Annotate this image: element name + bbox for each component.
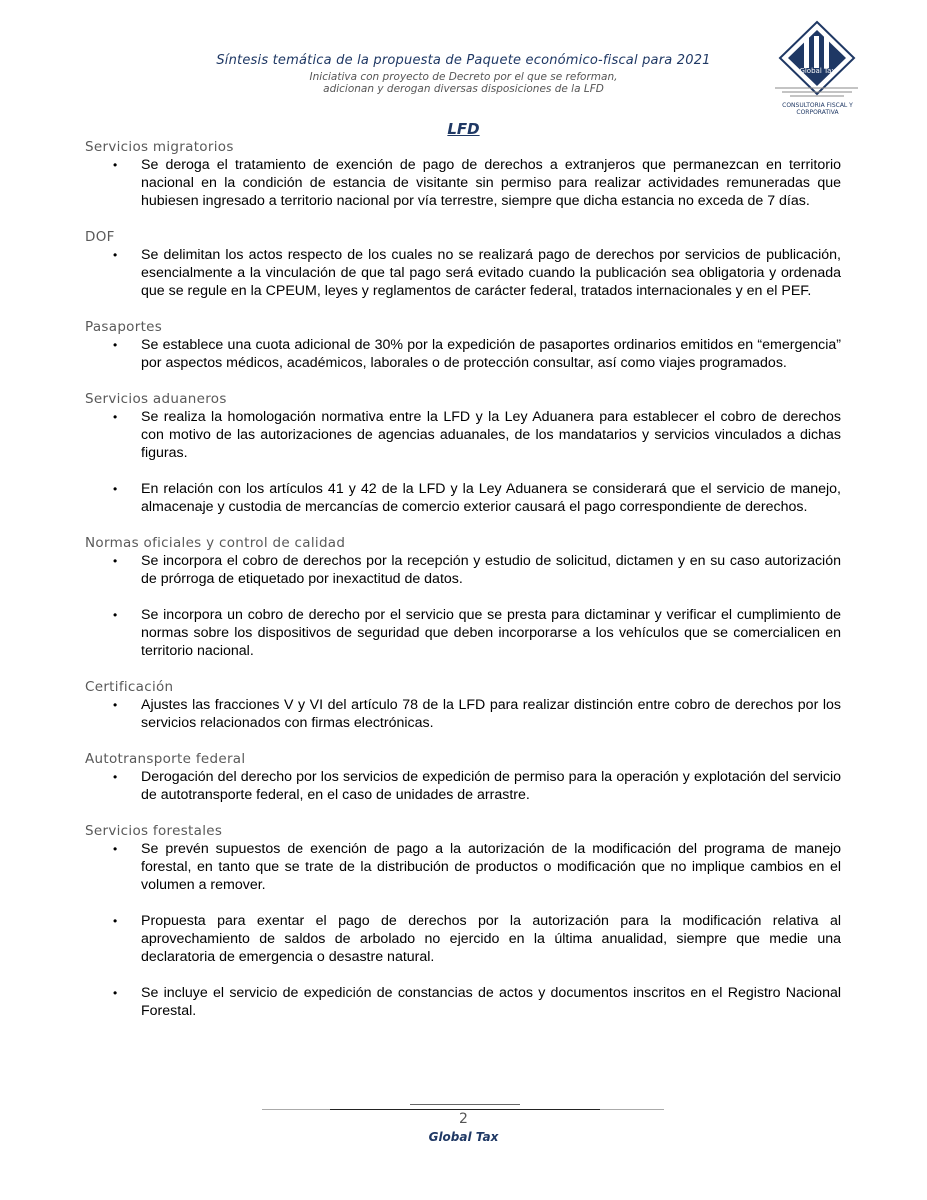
section-spacer xyxy=(85,210,841,228)
logo-diamond-icon xyxy=(770,20,865,100)
bullet-text: En relación con los artículos 41 y 42 de la LFD y la Ley Aduanera se considerará que el servicio de manejo, almacenaje y custodia de mercancías de comercio exterior causará el pago correspondiente de derechos. xyxy=(141,481,841,515)
bullet-text: Se deroga el tratamiento de exención de pago de derechos a extranjeros que permanezcan en territorio nacional en la condición de estancia de visitante sin permiso para realizar actividades remuneradas que hubiesen ingresado a territorio nacional por vía terrestre, siempre que dicha estancia no exceda de 7 días. xyxy=(141,157,841,209)
bullet-item xyxy=(85,912,841,966)
global-tax-logo xyxy=(770,20,865,118)
section-spacer xyxy=(85,300,841,318)
bullet-item xyxy=(85,984,841,1020)
bullet-text: Se prevén supuestos de exención de pago a la autorización de la modificación del programa de manejo forestal, en tanto que se trate de la distribución de productos o modificación que no implique cambios en el volumen a remover. xyxy=(141,841,841,893)
bullet-icon: • xyxy=(113,914,118,928)
footer-brand: Global Tax xyxy=(428,1130,499,1144)
section-heading: DOF xyxy=(85,229,115,245)
section-heading: Servicios forestales xyxy=(85,823,223,839)
bullet-item xyxy=(85,408,841,462)
page-number: 2 xyxy=(459,1111,468,1127)
section xyxy=(85,228,841,300)
bullet-text: Se incorpora el cobro de derechos por la recepción y estudio de solicitud, dictamen y en su caso autorización de prórroga de etiquetado por inexactitud de datos. xyxy=(141,553,841,587)
section xyxy=(85,138,841,210)
bullet-item xyxy=(85,246,841,300)
section xyxy=(85,534,841,660)
section-spacer xyxy=(85,804,841,822)
bullet-icon: • xyxy=(113,482,118,496)
bullet-icon: • xyxy=(113,554,118,568)
header-subtitle-line2: adicionan y derogan diversas disposiciones de la LFD xyxy=(323,83,604,95)
bullet-text: Se realiza la homologación normativa entre la LFD y la Ley Aduanera para establecer el cobro de derechos con motivo de las autorizaciones de agencias aduanales, de los mandatarios y servicios vinculados a dichas figuras. xyxy=(141,409,841,461)
bullet-icon: • xyxy=(113,770,118,784)
bullet-icon: • xyxy=(113,338,118,352)
bullet-text: Se establece una cuota adicional de 30% por la expedición de pasaportes ordinarios emitidos en “emergencia” por aspectos médicos, académicos, laborales o de protección consultar, así como viajes programados. xyxy=(141,337,841,371)
logo-text: Global Tax xyxy=(799,67,836,75)
header-title: Síntesis temática de la propuesta de Paquete económico-fiscal para 2021 xyxy=(216,53,711,68)
section-spacer xyxy=(85,516,841,534)
bullet-icon: • xyxy=(113,986,118,1000)
bullet-item xyxy=(85,606,841,660)
document-title: LFD xyxy=(447,120,480,138)
section-spacer xyxy=(85,732,841,750)
bullet-text: Derogación del derecho por los servicios de expedición de permiso para la operación y explotación del servicio de autotransporte federal, en el caso de unidades de arrastre. xyxy=(141,769,841,803)
bullet-item xyxy=(85,840,841,894)
section-spacer xyxy=(85,372,841,390)
section xyxy=(85,750,841,804)
section xyxy=(85,822,841,1020)
bullet-text: Se incorpora un cobro de derecho por el servicio que se presta para dictaminar y verificar el cumplimiento de normas sobre los dispositivos de seguridad que deben incorporarse a los vehículos que se comercialicen en territorio nacional. xyxy=(141,607,841,659)
section-heading: Servicios migratorios xyxy=(85,139,234,155)
logo-tagline: CONSULTORIA FISCAL Y CORPORATIVA xyxy=(782,102,853,116)
section-heading: Normas oficiales y control de calidad xyxy=(85,535,346,551)
bullet-text: Ajustes las fracciones V y VI del artículo 78 de la LFD para realizar distinción entre cobro de derechos por los servicios relacionados con firmas electrónicas. xyxy=(141,697,841,731)
section-heading: Certificación xyxy=(85,679,174,695)
section xyxy=(85,390,841,516)
bullet-item xyxy=(85,336,841,372)
bullet-text: Se delimitan los actos respecto de los cuales no se realizará pago de derechos por servicios de publicación, esencialmente a la vinculación de que tal pago será evitado cuando la publicación sea obligatoria y ordenada que se regule en la CPEUM, leyes y reglamentos de carácter federal, tratados internacionales y en el PEF. xyxy=(141,247,841,299)
bullet-icon: • xyxy=(113,842,118,856)
section xyxy=(85,318,841,372)
section-heading: Servicios aduaneros xyxy=(85,391,227,407)
footer-divider-top xyxy=(410,1104,520,1105)
bullet-item xyxy=(85,156,841,210)
bullet-text: Se incluye el servicio de expedición de constancias de actos y documentos inscritos en el Registro Nacional Forestal. xyxy=(141,985,841,1019)
bullet-icon: • xyxy=(113,608,118,622)
bullet-icon: • xyxy=(113,698,118,712)
bullet-icon: • xyxy=(113,248,118,262)
section-spacer xyxy=(85,660,841,678)
bullet-item xyxy=(85,480,841,516)
bullet-text: Propuesta para exentar el pago de derechos por la autorización para la modificación relativa al aprovechamiento de saldos de arbolado no ejercido en la última anualidad, siempre que medie una declaratoria de emergencia o desastre natural. xyxy=(141,913,841,965)
bullet-icon: • xyxy=(113,410,118,424)
document-body xyxy=(85,138,841,1020)
section-heading: Pasaportes xyxy=(85,319,163,335)
bullet-item xyxy=(85,552,841,588)
header-subtitle-line1: Iniciativa con proyecto de Decreto por el que se reforman, xyxy=(309,71,618,83)
section xyxy=(85,678,841,732)
bullet-item xyxy=(85,768,841,804)
section-heading: Autotransporte federal xyxy=(85,751,246,767)
bullet-icon: • xyxy=(113,158,118,172)
footer-divider-bold xyxy=(330,1109,600,1110)
bullet-item xyxy=(85,696,841,732)
